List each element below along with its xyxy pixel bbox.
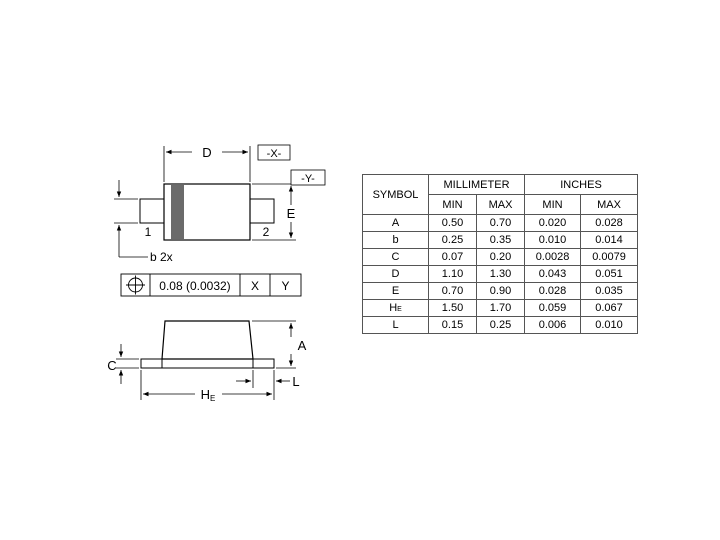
dim-he-label: HE	[200, 387, 216, 403]
row-symbol: C	[363, 249, 429, 266]
mm-min: 0.15	[429, 317, 477, 334]
top-view	[114, 145, 325, 264]
in-max: 0.028	[581, 215, 638, 232]
dim-d-label: D	[202, 145, 212, 160]
mm-min-header: MIN	[429, 195, 477, 215]
mm-max: 0.35	[477, 232, 525, 249]
side-left-lead	[141, 359, 162, 368]
dim-c-label: C	[107, 358, 117, 373]
table-row	[363, 300, 638, 317]
tolerance-frame	[121, 274, 301, 296]
in-min: 0.010	[525, 232, 581, 249]
mm-min: 1.50	[429, 300, 477, 317]
side-right-lead	[253, 359, 274, 368]
datum-x-label: -X-	[266, 148, 282, 160]
pin-2-label: 2	[262, 225, 270, 239]
in-min: 0.059	[525, 300, 581, 317]
in-max: 0.010	[581, 317, 638, 334]
inches-header: INCHES	[525, 175, 638, 195]
mm-min: 0.25	[429, 232, 477, 249]
table-row	[363, 215, 638, 232]
tolerance-datum-x: X	[250, 279, 260, 293]
tolerance-datum-y: Y	[281, 279, 290, 293]
row-symbol: D	[363, 266, 429, 283]
table-row	[363, 249, 638, 266]
millimeter-header: MILLIMETER	[429, 175, 525, 195]
mm-min: 1.10	[429, 266, 477, 283]
dim-e-label: E	[286, 206, 296, 221]
mm-max: 0.90	[477, 283, 525, 300]
row-symbol: b	[363, 232, 429, 249]
in-min: 0.006	[525, 317, 581, 334]
side-body	[162, 321, 253, 359]
datum-y-label: -Y-	[301, 173, 315, 185]
dim-l-label: L	[292, 374, 300, 389]
in-min: 0.028	[525, 283, 581, 300]
mm-max-header: MAX	[477, 195, 525, 215]
dimension-table	[362, 174, 638, 334]
dim-a-label: A	[297, 338, 307, 353]
pin-1-label: 1	[144, 225, 152, 239]
in-min: 0.0028	[525, 249, 581, 266]
in-min: 0.020	[525, 215, 581, 232]
mm-max: 0.20	[477, 249, 525, 266]
in-max: 0.014	[581, 232, 638, 249]
table-row	[363, 283, 638, 300]
mm-max: 1.70	[477, 300, 525, 317]
in-max: 0.051	[581, 266, 638, 283]
in-min-header: MIN	[525, 195, 581, 215]
mm-min: 0.50	[429, 215, 477, 232]
mm-min: 0.70	[429, 283, 477, 300]
left-lead	[140, 199, 165, 223]
row-symbol: A	[363, 215, 429, 232]
mm-max: 1.30	[477, 266, 525, 283]
table-row	[363, 266, 638, 283]
lead-note-label: b 2x	[150, 250, 173, 264]
table-row	[363, 317, 638, 334]
mm-max: 0.25	[477, 317, 525, 334]
side-view	[107, 321, 306, 403]
table-row	[363, 232, 638, 249]
right-lead	[250, 199, 274, 223]
mm-min: 0.07	[429, 249, 477, 266]
mm-max: 0.70	[477, 215, 525, 232]
in-max: 0.0079	[581, 249, 638, 266]
row-symbol: L	[363, 317, 429, 334]
row-symbol: HE	[363, 300, 429, 317]
symbol-header: SYMBOL	[363, 175, 429, 215]
in-max: 0.067	[581, 300, 638, 317]
cathode-band	[171, 185, 184, 239]
row-symbol: E	[363, 283, 429, 300]
in-min: 0.043	[525, 266, 581, 283]
tolerance-value: 0.08 (0.0032)	[159, 279, 231, 293]
in-max-header: MAX	[581, 195, 638, 215]
in-max: 0.035	[581, 283, 638, 300]
